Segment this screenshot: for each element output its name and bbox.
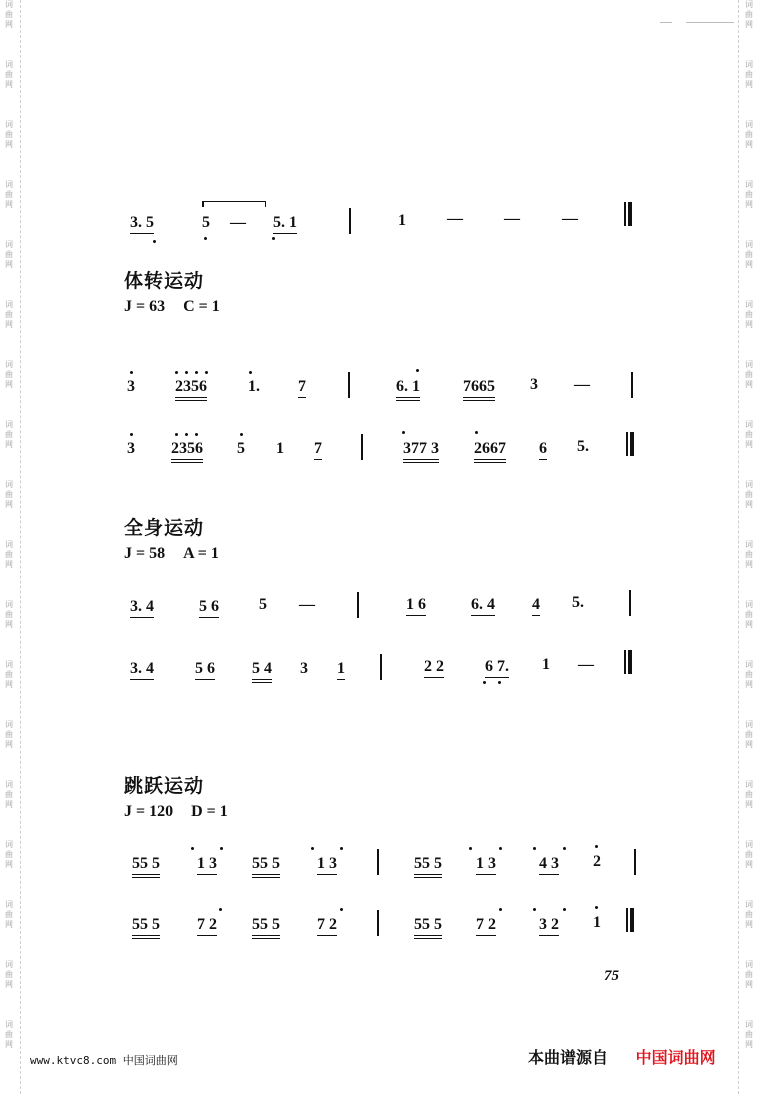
high-dot [595, 845, 598, 848]
low-dot [204, 237, 207, 240]
tempo-torso: J = 63 C = 1 [124, 298, 220, 315]
low-dot [153, 240, 156, 243]
bar-line [349, 208, 351, 234]
watermark-glyphs: 词 曲 网 [745, 60, 753, 89]
high-dot [499, 908, 502, 911]
note-group: 7 2 [476, 916, 496, 936]
note-group: 1 [276, 440, 284, 457]
high-dot [340, 847, 343, 850]
high-dot [220, 847, 223, 850]
watermark-glyphs: 词 曲 网 [745, 480, 753, 509]
note-group: 5 6 [195, 660, 215, 680]
bar-line [634, 849, 636, 875]
watermark-glyphs: 词 曲 网 [745, 540, 753, 569]
tempo-fullbody: J = 58 A = 1 [124, 545, 219, 562]
note-group: 1 3 [476, 855, 496, 875]
bar-line [629, 590, 631, 616]
high-dot [249, 371, 252, 374]
watermark-glyphs: 词 曲 网 [745, 780, 753, 809]
note-dash: — [230, 214, 246, 231]
note-group: 2667 [474, 440, 506, 463]
note-dash: — [578, 656, 594, 673]
note-group: 1 3 [317, 855, 337, 875]
tempo-jump: J = 120 D = 1 [124, 803, 228, 820]
note-group: 3 2 [539, 916, 559, 936]
note-group: 3 [530, 376, 538, 393]
note-group: 55 5 [414, 855, 442, 878]
final-bar [624, 202, 632, 226]
final-bar [626, 432, 634, 456]
watermark-glyphs: 词 曲 网 [5, 240, 13, 269]
note-group: 3. 4 [130, 660, 154, 680]
high-dot [563, 847, 566, 850]
bar-line [361, 434, 363, 460]
watermark-glyphs: 词 曲 网 [745, 420, 753, 449]
watermark-glyphs: 词 曲 网 [5, 660, 13, 689]
watermark-glyphs: 词 曲 网 [745, 120, 753, 149]
note-group: 4 [532, 596, 540, 616]
watermark-glyphs: 词 曲 网 [5, 120, 13, 149]
bar-line [377, 849, 379, 875]
bar-line [348, 372, 350, 398]
note-group: 4 3 [539, 855, 559, 875]
note-group: 55 5 [132, 916, 160, 939]
note-group: 7 2 [317, 916, 337, 936]
watermark-glyphs: 词 曲 网 [745, 180, 753, 209]
footer-source-left [30, 1052, 178, 1068]
note-group: 7 2 [197, 916, 217, 936]
page-number: 75 [604, 968, 619, 984]
section-title-jump: 跳跃运动 [124, 775, 205, 797]
high-dot [130, 371, 133, 374]
high-dot [416, 369, 419, 372]
watermark-glyphs: 词 曲 网 [745, 0, 753, 29]
note-group: 1. [248, 378, 260, 395]
note-group: 3 [127, 378, 135, 395]
high-dot [191, 847, 194, 850]
high-dot [175, 433, 178, 436]
watermark-glyphs: 词 曲 网 [5, 840, 13, 869]
low-dot [498, 681, 501, 684]
high-dot [475, 431, 478, 434]
high-dot [469, 847, 472, 850]
footer-brand-link[interactable]: 中国词曲网 [635, 1048, 716, 1067]
watermark-glyphs: 词 曲 网 [745, 660, 753, 689]
note-dash: — [447, 210, 463, 227]
note-group: 55 5 [252, 916, 280, 939]
note-group: 377 3 [403, 440, 439, 463]
high-dot [533, 847, 536, 850]
note-group: 6 7. [485, 658, 509, 678]
watermark-glyphs: 词 曲 网 [5, 420, 13, 449]
note-group: 7 [298, 378, 306, 398]
watermark-glyphs: 词 曲 网 [745, 300, 753, 329]
note-group: 5 4 [252, 660, 272, 683]
watermark-glyphs: 词 曲 网 [5, 900, 13, 929]
low-dot [483, 681, 486, 684]
note-group: 5. 1 [273, 214, 297, 234]
watermark-glyphs: 词 曲 网 [745, 900, 753, 929]
high-dot [533, 908, 536, 911]
high-dot [402, 431, 405, 434]
bar-line [377, 910, 379, 936]
note-group: 2 2 [424, 658, 444, 678]
watermark-glyphs: 词 曲 网 [745, 720, 753, 749]
high-dot [130, 433, 133, 436]
note-group: 5 [259, 596, 267, 613]
footer-source-right [528, 1045, 716, 1068]
bar-line [631, 372, 633, 398]
note-group: 3 [300, 660, 308, 677]
high-dot [563, 908, 566, 911]
note-dash: — [574, 376, 590, 393]
watermark-glyphs: 词 曲 网 [5, 60, 13, 89]
note-group: 6. 4 [471, 596, 495, 616]
note-group: 5 [237, 440, 245, 457]
note-group: 2356 [171, 440, 203, 463]
note-group: 1 [337, 660, 345, 680]
section-title-fullbody: 全身运动 [124, 517, 205, 539]
watermark-glyphs: 词 曲 网 [5, 300, 13, 329]
note-group: 1 3 [197, 855, 217, 875]
high-dot [185, 433, 188, 436]
note-group: 3. 5 [130, 214, 154, 234]
note-group: 1 [398, 212, 406, 229]
footer-source-label: 本曲谱源自 [528, 1048, 609, 1067]
high-dot [340, 908, 343, 911]
watermark-glyphs: 词 曲 网 [5, 540, 13, 569]
note-group: 5. [577, 438, 589, 455]
note-group: 55 5 [414, 916, 442, 939]
watermark-glyphs: 词 曲 网 [5, 780, 13, 809]
note-group: 5 6 [199, 598, 219, 618]
note-group: 1 6 [406, 596, 426, 616]
watermark-glyphs: 词 曲 网 [745, 1020, 753, 1049]
watermark-glyphs: 词 曲 网 [5, 720, 13, 749]
watermark-glyphs: 词 曲 网 [5, 360, 13, 389]
note-group: 1 [542, 656, 550, 673]
note-group: 6. 1 [396, 378, 420, 401]
note-group: 2356 [175, 378, 207, 401]
tie-mark [202, 201, 266, 202]
watermark-glyphs: 词 曲 网 [5, 1020, 13, 1049]
watermark-glyphs: 词 曲 网 [745, 960, 753, 989]
note-group: 7 [314, 440, 322, 460]
watermark-glyphs: 词 曲 网 [745, 840, 753, 869]
high-dot [595, 906, 598, 909]
high-dot [195, 371, 198, 374]
watermark-glyphs: 词 曲 网 [5, 480, 13, 509]
final-bar [626, 908, 634, 932]
note-dash: — [562, 210, 578, 227]
footer-site-name: 中国词曲网 [122, 1054, 178, 1067]
watermark-glyphs: 词 曲 网 [745, 360, 753, 389]
bar-line [357, 592, 359, 618]
note-group: 5. [572, 594, 584, 611]
section-title-torso: 体转运动 [124, 270, 205, 292]
note-group: 3 [127, 440, 135, 457]
high-dot [219, 908, 222, 911]
high-dot [185, 371, 188, 374]
final-bar [624, 650, 632, 674]
high-dot [499, 847, 502, 850]
watermark-glyphs: 词 曲 网 [5, 960, 13, 989]
high-dot [311, 847, 314, 850]
note-group: 2 [593, 853, 601, 870]
high-dot [240, 433, 243, 436]
high-dot [205, 371, 208, 374]
note-dash: — [299, 596, 315, 613]
watermark-glyphs: 词 曲 网 [745, 240, 753, 269]
low-dot [272, 237, 275, 240]
watermark-glyphs: 词 曲 网 [5, 180, 13, 209]
note-group: 55 5 [252, 855, 280, 878]
note-group: 3. 4 [130, 598, 154, 618]
note-group: 1 [593, 914, 601, 931]
watermark-glyphs: 词 曲 网 [745, 600, 753, 629]
watermark-glyphs: 词 曲 网 [5, 600, 13, 629]
note-group: 7665 [463, 378, 495, 401]
footer-url[interactable]: www.ktvc8.com [30, 1054, 117, 1067]
high-dot [195, 433, 198, 436]
note-dash: — [504, 210, 520, 227]
high-dot [175, 371, 178, 374]
note-group: 5 [202, 214, 210, 231]
watermark-glyphs: 词 曲 网 [5, 0, 13, 29]
bar-line [380, 654, 382, 680]
note-group: 55 5 [132, 855, 160, 878]
note-group: 6 [539, 440, 547, 460]
